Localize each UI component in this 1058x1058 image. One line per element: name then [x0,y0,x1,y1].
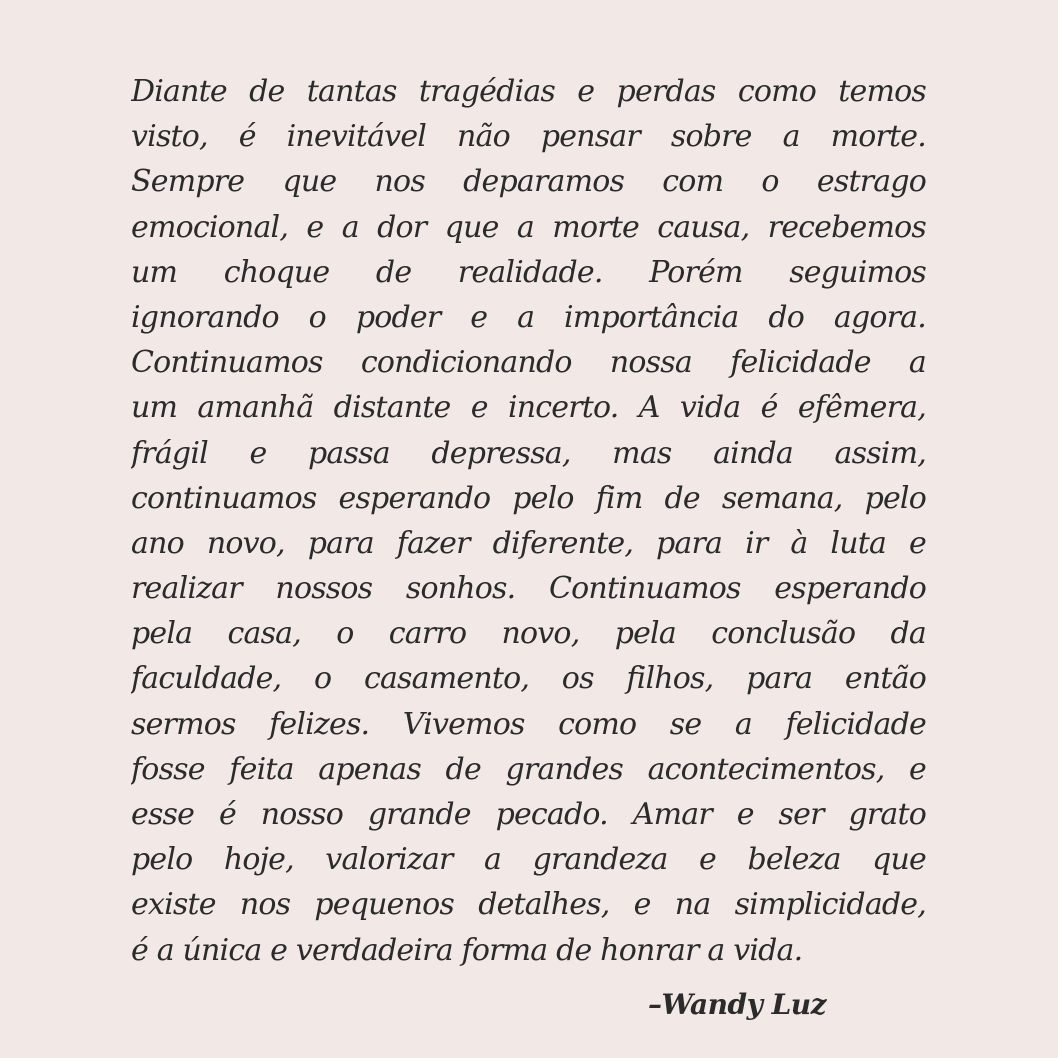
quote-line-11: ano novo, para fazer diferente, para ir à luta e [131,525,926,561]
quote-author: –Wandy Luz [648,988,827,1021]
quote-line-19: existe nos pequenos detalhes, e na simplicidade, [131,887,926,923]
quote-line-3: Sempre que nos deparamos com o estrago [131,164,926,200]
quote-line-9: frágil e passa depressa, mas ainda assim, [131,435,926,471]
quote-line-20: é a única e verdadeira forma de honrar a vida. [131,932,803,968]
quote-line-2: visto, é inevitável não pensar sobre a morte. [131,119,926,155]
quote-line-1: Diante de tantas tragédias e perdas como temos [131,74,926,109]
quote-line-17: esse é nosso grande pecado. Amar e ser grato [131,797,926,832]
quote-line-5: um choque de realidade. Porém seguimos [131,254,926,290]
quote-line-15: sermos felizes. Vivemos como se a felicidade [131,706,926,742]
quote-line-18: pelo hoje, valorizar a grandeza e beleza que [131,842,926,878]
quote-line-14: faculdade, o casamento, os filhos, para então [131,661,926,697]
quote-line-10: continuamos esperando pelo fim de semana, pelo [131,480,926,516]
quote-line-16: fosse feita apenas de grandes acontecimentos, e [131,751,926,787]
quote-line-7: Continuamos condicionando nossa felicidade a [131,345,926,381]
quote-line-12: realizar nossos sonhos. Continuamos esperando [131,571,926,607]
quote-line-8: um amanhã distante e incerto. A vida é efêmera, [131,390,926,426]
quote-line-13: pela casa, o carro novo, pela conclusão da [131,616,926,652]
quote-text [131,69,926,973]
quote-line-6: ignorando o poder e a importância do agora. [131,299,926,335]
quote-line-4: emocional, e a dor que a morte causa, recebemos [131,209,926,245]
